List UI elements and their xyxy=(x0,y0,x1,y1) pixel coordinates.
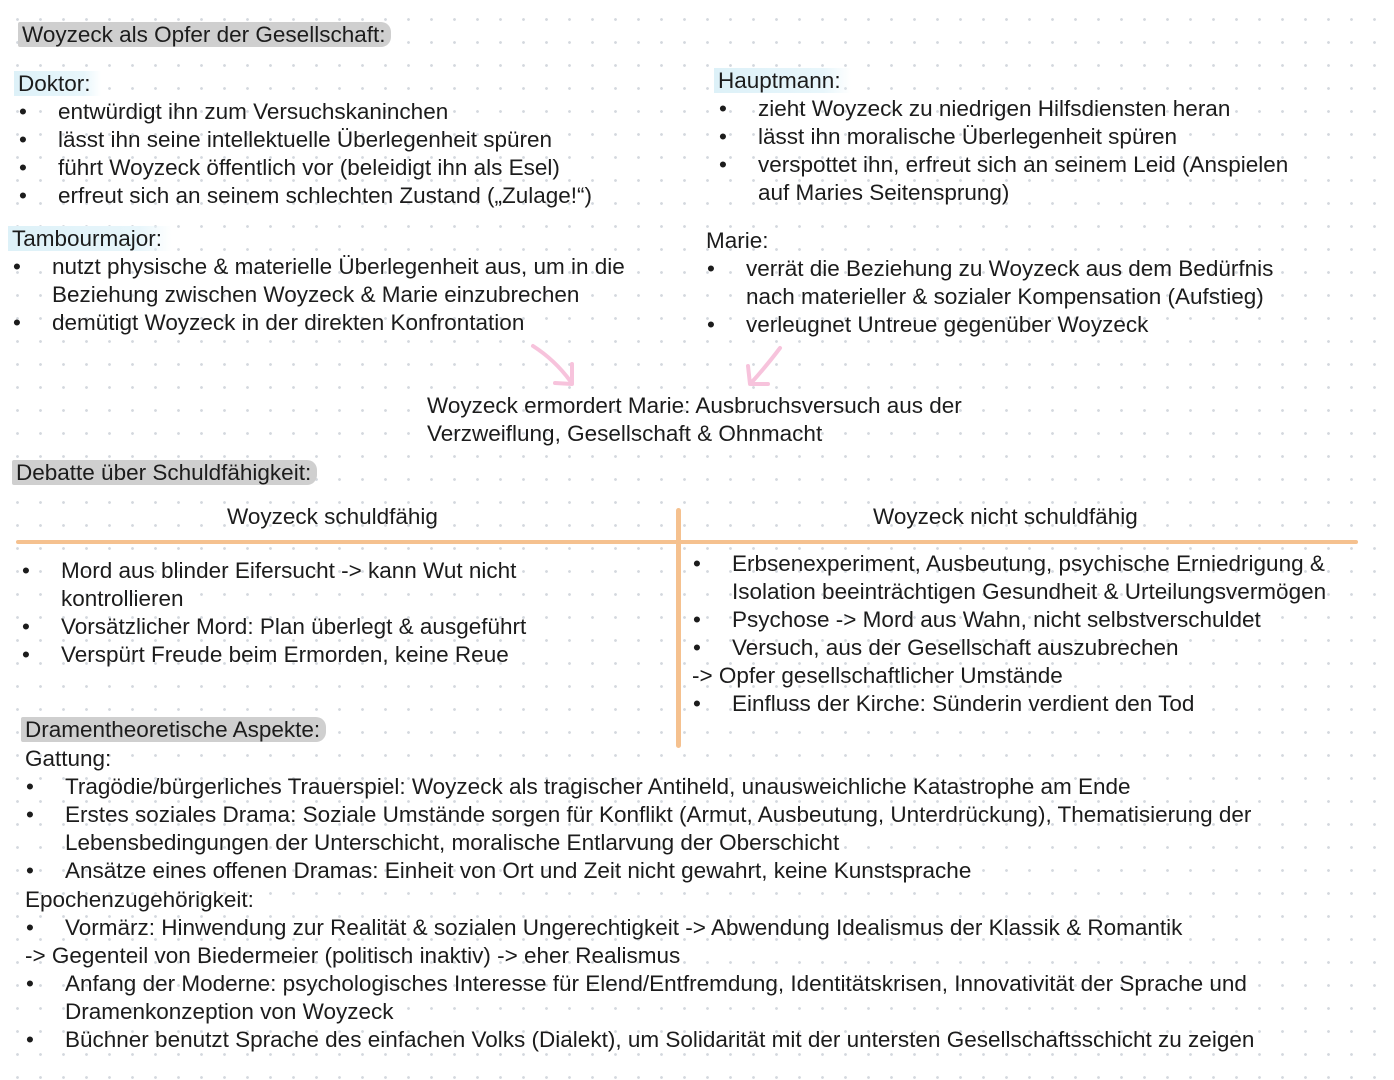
list-item: • erfreut sich an seinem schlechten Zustand („Zulage!“) xyxy=(18,182,592,210)
list-item: • Versuch, aus der Gesellschaft auszubrechen xyxy=(692,634,1326,662)
list-item: • Vorsätzlicher Mord: Plan überlegt & ausgeführt xyxy=(21,613,526,641)
tambourmajor-list xyxy=(12,253,625,337)
gattung-list xyxy=(25,773,1254,885)
tambourmajor-label: Tambourmajor: xyxy=(8,226,172,251)
header-schuldfaehig: Woyzeck schuldfähig xyxy=(227,504,438,529)
list-item: • verrät die Beziehung zu Woyzeck aus dem Bedürfnis xyxy=(706,255,1273,283)
hauptmann-label: Hauptmann: xyxy=(714,68,851,93)
list-item-continuation: Beziehung zwischen Woyzeck & Marie einzubrechen xyxy=(52,282,580,307)
hauptmann-block xyxy=(718,67,1288,207)
list-item: • nutzt physische & materielle Überlegenheit aus, um in die xyxy=(12,253,625,281)
section-title-dramentheorie xyxy=(25,716,326,744)
doktor-label: Doktor: xyxy=(14,71,101,96)
conclusion-arrow-line: -> Opfer gesellschaftlicher Umstände xyxy=(692,663,1063,688)
section-title-debatte xyxy=(16,459,317,487)
marie-list xyxy=(706,255,1273,339)
arrow-down-right-icon xyxy=(525,338,585,396)
list-item-continuation: Dramenkonzeption von Woyzeck xyxy=(65,999,394,1024)
schuldfaehig-column xyxy=(21,557,526,669)
epoche-list xyxy=(25,914,1254,1054)
list-item: • Vormärz: Hinwendung zur Realität & sozialen Ungerechtigkeit -> Abwendung Idealismus der Klassik & Romantik xyxy=(25,914,1254,942)
nicht-schuldfaehig-list xyxy=(692,550,1326,718)
nicht-schuldfaehig-column xyxy=(692,550,1326,718)
list-item: • Ansätze eines offenen Dramas: Einheit von Ort und Zeit nicht gewahrt, keine Kunstsprache xyxy=(25,857,1254,885)
conclusion-line: Verzweiflung, Gesellschaft & Ohnmacht xyxy=(427,421,823,446)
list-item: • Psychose -> Mord aus Wahn, nicht selbstverschuldet xyxy=(692,606,1326,634)
marie-block xyxy=(706,227,1273,339)
list-item-continuation: Isolation beeinträchtigen Gesundheit & Urteilungsvermögen xyxy=(732,579,1327,604)
section-title-opfer xyxy=(22,21,391,49)
list-item: • Verspürt Freude beim Ermorden, keine Reue xyxy=(21,641,526,669)
doktor-block xyxy=(18,70,592,210)
list-item-continuation: kontrollieren xyxy=(61,586,184,611)
header-nicht-schuldfaehig: Woyzeck nicht schuldfähig xyxy=(873,504,1138,529)
list-item: • Erstes soziales Drama: Soziale Umstände sorgen für Konflikt (Armut, Ausbeutung, Unterdrückung), Thematisierung der xyxy=(25,801,1254,829)
list-item: • verleugnet Untreue gegenüber Woyzeck xyxy=(706,311,1273,339)
list-item: • Einfluss der Kirche: Sünderin verdient den Tod xyxy=(692,690,1326,718)
t-chart-horizontal-line xyxy=(16,540,1358,544)
epoche-label: Epochenzugehörigkeit: xyxy=(25,887,254,912)
list-item: • Tragödie/bürgerliches Trauerspiel: Woyzeck als tragischer Antiheld, unausweichliche Katastrophe am Ende xyxy=(25,773,1254,801)
list-item: • lässt ihn moralische Überlegenheit spüren xyxy=(718,123,1288,151)
dramentheorie-block xyxy=(25,745,1254,1054)
list-item: • verspottet ihn, erfreut sich an seinem Leid (Anspielen xyxy=(718,151,1288,179)
list-item: • Anfang der Moderne: psychologisches Interesse für Elend/Entfremdung, Identitätskrisen, Innovativität der Sprache und xyxy=(25,970,1254,998)
doktor-list xyxy=(18,98,592,210)
hauptmann-list xyxy=(718,95,1288,207)
list-item: • lässt ihn seine intellektuelle Überlegenheit spüren xyxy=(18,126,592,154)
list-item: • führt Woyzeck öffentlich vor (beleidigt ihn als Esel) xyxy=(18,154,592,182)
schuldfaehig-list xyxy=(21,557,526,669)
list-item: • Büchner benutzt Sprache des einfachen Volks (Dialekt), um Solidarität mit der untersten Gesellschaftsschicht zu zeigen xyxy=(25,1026,1254,1054)
list-item: • Mord aus blinder Eifersucht -> kann Wut nicht xyxy=(21,557,526,585)
list-item-continuation: nach materieller & sozialer Kompensation (Aufstieg) xyxy=(746,284,1264,309)
list-item: • entwürdigt ihn zum Versuchskaninchen xyxy=(18,98,592,126)
list-item: • zieht Woyzeck zu niedrigen Hilfsdiensten heran xyxy=(718,95,1288,123)
section-title-dramentheorie-text: Dramentheoretische Aspekte: xyxy=(21,717,326,742)
list-item: • demütigt Woyzeck in der direkten Konfrontation xyxy=(12,309,625,337)
tambourmajor-block xyxy=(12,225,625,337)
arrow-down-left-icon xyxy=(740,342,790,394)
t-chart-vertical-line xyxy=(676,508,681,748)
list-item: • Erbsenexperiment, Ausbeutung, psychische Erniedrigung & xyxy=(692,550,1326,578)
conclusion xyxy=(427,392,962,448)
conclusion-arrow-line: -> Gegenteil von Biedermeier (politisch inaktiv) -> eher Realismus xyxy=(25,943,681,968)
list-item-continuation: Lebensbedingungen der Unterschicht, moralische Entlarvung der Oberschicht xyxy=(65,830,840,855)
gattung-label: Gattung: xyxy=(25,746,112,771)
marie-label: Marie: xyxy=(706,228,769,253)
list-item-continuation: auf Maries Seitensprung) xyxy=(758,180,1010,205)
section-title-opfer-text: Woyzeck als Opfer der Gesellschaft: xyxy=(18,22,391,47)
conclusion-line: Woyzeck ermordert Marie: Ausbruchsversuch aus der xyxy=(427,393,962,418)
section-title-debatte-text: Debatte über Schuldfähigkeit: xyxy=(12,460,317,485)
